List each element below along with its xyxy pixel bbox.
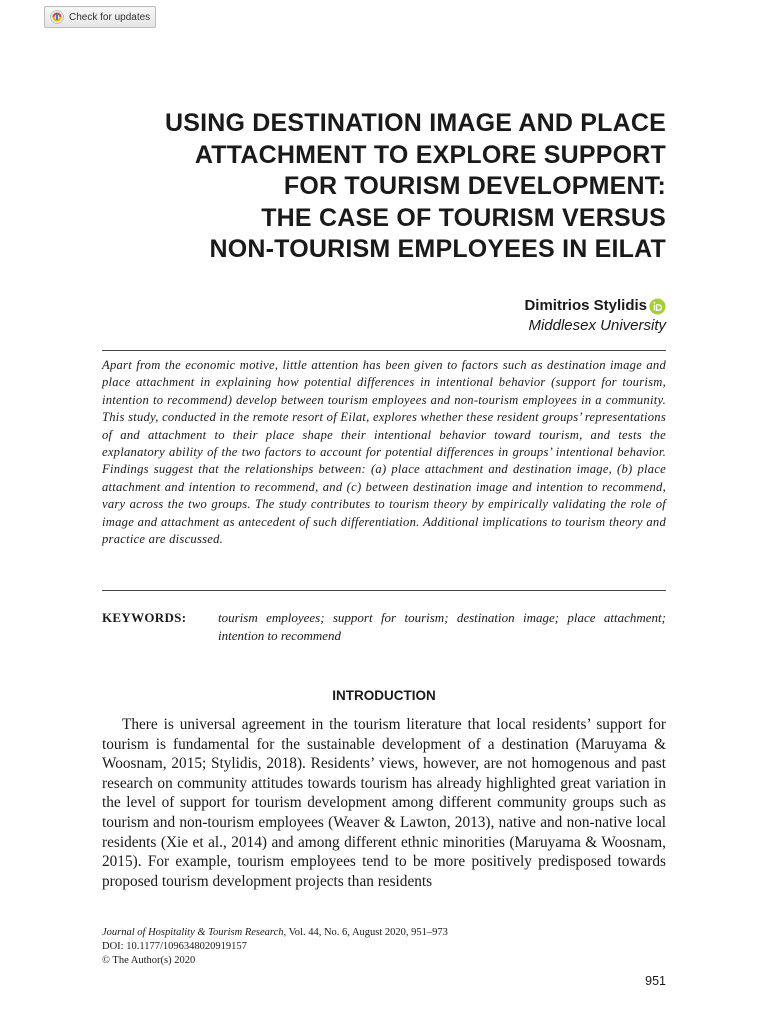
keywords	[102, 609, 666, 644]
journal-name: Journal of Hospitality & Tourism Research,	[102, 927, 287, 938]
keywords-text: tourism employees; support for tourism; destination image; place attachment; intention to recommend	[218, 610, 666, 643]
journal-citation	[102, 926, 666, 940]
check-for-updates-icon	[50, 10, 64, 24]
article-title	[66, 108, 666, 266]
author-name-wrap	[524, 296, 666, 316]
title-line: FOR TOURISM DEVELOPMENT:	[283, 172, 666, 200]
keywords-label: KEYWORDS:	[102, 610, 187, 625]
check-for-updates-label: Check for updates	[69, 11, 151, 23]
title-line: NON-TOURISM EMPLOYEES IN EILAT	[209, 235, 666, 263]
intro-paragraph: There is universal agreement in the tourism literature that local residents’ support for tourism is fundamental for the sustainable development of a destination (Maruyama & Woosnam, 2015; Stylidis, 2018). Residents’ views, however, are not homogenous and past research on community attitudes towards tourism has already highlighted great variation in the level of support for tourism development among different community groups such as tourism and non-tourism employees (Weaver & Lawton, 2013), native and non-native local residents (Xie et al., 2014) and among different ethnic minorities (Maruyama & Woosnam, 2015). For example, tourism employees tend to be more positively predisposed towards proposed tourism development projects than residents	[102, 716, 666, 890]
abstract: Apart from the economic motive, little attention has been given to factors such as destination image and place attachment in explaining how potential differences in intentional behavior (support for tourism, intention to recommend) develop between tourism employees and non-tourism employees in a community. This study, conducted in the remote resort of Eilat, explores whether these resident groups’ representations of and attachment to their place shape their intentional behavior toward tourism, and tests the explanatory ability of the two factors to account for potential differences in groups’ intentional behavior. Findings suggest that the relationships between: (a) place attachment and destination image, (b) place attachment and intention to recommend, and (c) between destination image and intention to recommend, vary across the two groups. The study contributes to tourism theory by empirically validating the role of image and attachment as antecedent of such differentiation. Additional implications to tourism theory and practice are discussed.	[102, 358, 666, 547]
author-affiliation: Middlesex University	[528, 317, 666, 334]
check-for-updates-button[interactable]	[44, 6, 156, 28]
divider	[102, 350, 666, 351]
copyright: © The Author(s) 2020	[102, 955, 196, 966]
journal-volume: Vol. 44, No. 6, August 2020, 951–973	[286, 927, 448, 938]
page-number: 951	[645, 974, 666, 988]
title-line: USING DESTINATION IMAGE AND PLACE	[164, 109, 666, 137]
doi: DOI: 10.1177/1096348020919157	[102, 941, 247, 952]
divider	[102, 590, 666, 591]
section-heading: INTRODUCTION	[332, 688, 436, 703]
orcid-icon[interactable]	[649, 298, 666, 315]
title-line: ATTACHMENT TO EXPLORE SUPPORT	[194, 140, 666, 169]
title-line: THE CASE OF TOURISM VERSUS	[261, 203, 666, 232]
author-name: Dimitrios Stylidis	[524, 297, 647, 314]
author-block	[524, 296, 666, 336]
footer-citation	[102, 926, 666, 968]
